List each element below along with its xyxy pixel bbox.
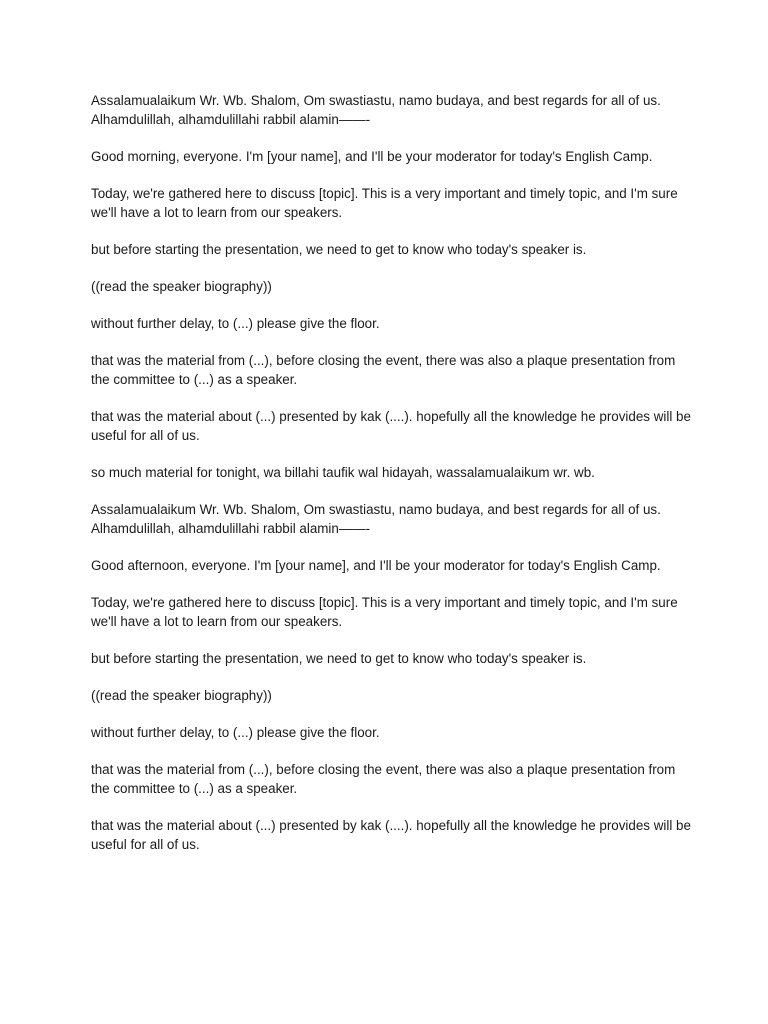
floor-paragraph: without further delay, to (...) please give the floor.	[91, 725, 380, 741]
greeting-paragraph	[91, 501, 691, 538]
greeting-text: Assalamualaikum Wr. Wb. Shalom, Om swastiastu, namo budaya, and best regards for all of us.	[91, 502, 661, 518]
topic-paragraph: Today, we're gathered here to discuss [topic]. This is a very important and timely topic, and I'm sure we'll have a lot to learn from our speakers.	[91, 185, 678, 220]
floor-paragraph: without further delay, to (...) please give the floor.	[91, 316, 380, 332]
plaque-paragraph: that was the material from (...), before closing the event, there was also a plaque presentation from the committee to (...) as a speaker.	[91, 762, 676, 796]
greeting-text: Assalamualaikum Wr. Wb. Shalom, Om swastiastu, namo budaya, and best regards for all of us.	[91, 93, 661, 108]
alhamdulillah-text: Alhamdulillah, alhamdulillahi rabbil alamin——-	[91, 111, 371, 127]
document-page	[91, 92, 691, 873]
intro-paragraph: Good morning, everyone. I'm [your name], and I'll be your moderator for today's English Camp.	[91, 148, 653, 164]
topic-paragraph: Today, we're gathered here to discuss [topic]. This is a very important and timely topic, and I'm sure we'll have a lot to learn from our speakers.	[91, 595, 678, 629]
intro-paragraph: Good afternoon, everyone. I'm [your name], and I'll be your moderator for today's English Camp.	[91, 557, 661, 573]
before-paragraph: but before starting the presentation, we need to get to know who today's speaker is.	[91, 241, 587, 257]
alhamdulillah-text: Alhamdulillah, alhamdulillahi rabbil alamin——-	[91, 520, 371, 536]
greeting-paragraph	[91, 92, 691, 129]
bio-paragraph: ((read the speaker biography))	[91, 278, 272, 294]
useful-paragraph: that was the material about (...) presented by kak (....). hopefully all the knowledge he provides will be useful for all of us.	[91, 818, 691, 852]
useful-paragraph: that was the material about (...) presented by kak (....). hopefully all the knowledge he provides will be useful for all of us.	[91, 409, 691, 443]
bio-paragraph: ((read the speaker biography))	[91, 688, 272, 703]
closing-paragraph: so much material for tonight, wa billahi taufik wal hidayah, wassalamualaikum wr. wb.	[91, 464, 595, 480]
plaque-paragraph: that was the material from (...), before closing the event, there was also a plaque presentation from the committee to (...) as a speaker.	[91, 353, 676, 387]
before-paragraph: but before starting the presentation, we need to get to know who today's speaker is.	[91, 650, 587, 666]
